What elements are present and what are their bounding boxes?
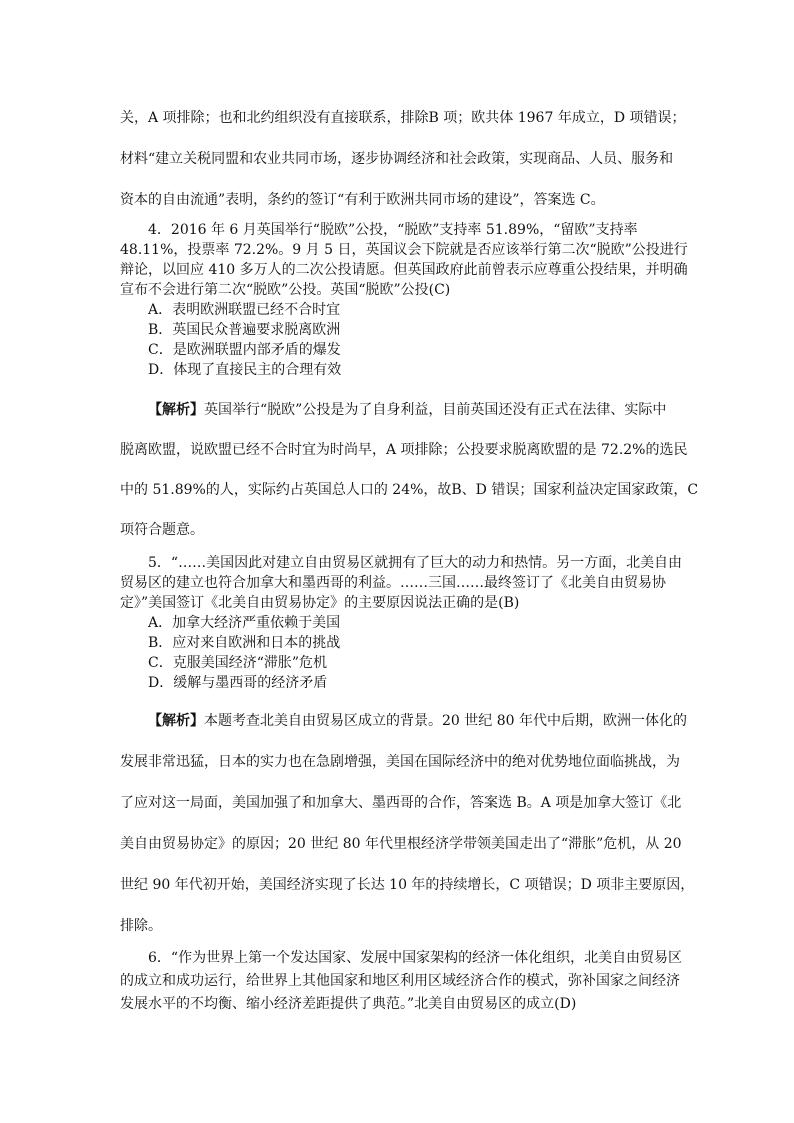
- question-stem-line: 宣布不会进行第二次“脱欧”公投。英国“脱欧”公投(C): [120, 282, 451, 298]
- question-6: [120, 948, 683, 1014]
- text-line: 项符合题意。: [120, 522, 204, 538]
- question-stem-line: 48.11%，投票率 72.2%。9 月 5 日，英国议会下院就是否应该举行第二次“脱欧”公投进行: [120, 242, 688, 258]
- text-line: 美自由贸易协定》的原因；20 世纪 80 年代里根经济学带领美国走出了“滞胀”危机，从 20: [120, 836, 682, 852]
- option-b: B．英国民众普遍要求脱离欧洲: [148, 322, 341, 338]
- explanation-q5: [120, 708, 695, 939]
- explanation-tag: 【解析】: [148, 402, 204, 418]
- text-line: 脱离欧盟，说欧盟已经不合时宜为时尚早，A 项排除；公投要求脱离欧盟的是 72.2%的选民: [120, 442, 688, 458]
- question-5: [120, 553, 683, 693]
- question-stem-line: 定》”美国签订《北美自由贸易协定》的主要原因说法正确的是(B): [120, 595, 520, 611]
- explanation-tag: 【解析】: [148, 713, 204, 729]
- option-a: A．加拿大经济严重依赖于美国: [148, 615, 341, 631]
- explanation-q3: [120, 105, 686, 213]
- question-stem-line: 贸易区的建立也符合加拿大和墨西哥的利益。……三国……最终签订了《北美自由贸易协: [120, 575, 666, 591]
- option-d: D．缓解与墨西哥的经济矛盾: [148, 675, 328, 691]
- question-stem-line: 4．2016 年 6 月英国举行“脱欧”公投，“脱欧”支持率 51.89%，“留欧”支持率: [148, 222, 638, 238]
- text-line: 材料“建立关税同盟和农业共同市场，逐步协调经济和社会政策，实现商品、人员、服务和: [120, 151, 674, 167]
- question-stem-line: 6．“作为世界上第一个发达国家、发展中国家架构的经济一体化组织，北美自由贸易区: [148, 950, 683, 966]
- explanation-text: 本题考查北美自由贸易区成立的背景。20 世纪 80 年代中后期，欧洲一体化的: [204, 713, 687, 729]
- text-line: 关，A 项排除；也和北约组织没有直接联系，排除B 项；欧共体 1967 年成立，D 项错误；: [120, 110, 686, 126]
- explanation-first-line: [120, 708, 687, 734]
- text-line: 中的 51.89%的人，实际约占英国总人口的 24%，故B、D 错误；国家利益决定国家政策，C: [120, 482, 699, 498]
- explanation-text: 英国举行“脱欧”公投是为了自身利益，目前英国还没有正式在法律、实际中: [204, 402, 667, 418]
- question-stem-line: 的成立和成功运行，给世界上其他国家和地区利用区域经济合作的模式，弥补国家之间经济: [120, 973, 680, 989]
- text-line: 了应对这一局面，美国加强了和加拿大、墨西哥的合作，答案选 B。A 项是加拿大签订《北: [120, 795, 682, 811]
- question-4: [120, 220, 688, 380]
- option-c: C．是欧洲联盟内部矛盾的爆发: [148, 342, 341, 358]
- option-d: D．体现了直接民主的合理有效: [148, 362, 342, 378]
- text-line: 资本的自由流通”表明，条约的签订“有利于欧洲共同市场的建设”，答案选 C。: [120, 192, 605, 208]
- question-stem-line: 辩论，以回应 410 多万人的二次公投请愿。但英国政府此前曾表示应尊重公投结果，并明确: [120, 262, 688, 278]
- text-line: 世纪 90 年代初开始，美国经济实现了长达 10 年的持续增长，C 项错误；D 项非主要原因，: [120, 877, 695, 893]
- explanation-q4: [120, 397, 699, 543]
- question-stem-line: 发展水平的不均衡、缩小经济差距提供了典范。”北美自由贸易区的成立(D): [120, 996, 577, 1012]
- text-line: 发展非常迅猛，日本的实力也在急剧增强，美国在国际经济中的绝对优势地位面临挑战，为: [120, 754, 680, 770]
- option-b: B．应对来自欧洲和日本的挑战: [148, 635, 341, 651]
- option-c: C．克服美国经济“滞胀”危机: [148, 655, 328, 671]
- question-stem-line: 5．“……美国因此对建立自由贸易区就拥有了巨大的动力和热情。另一方面，北美自由: [148, 555, 683, 571]
- text-line: 排除。: [120, 918, 162, 934]
- option-a: A．表明欧洲联盟已经不合时宜: [148, 302, 341, 318]
- explanation-first-line: [120, 397, 676, 423]
